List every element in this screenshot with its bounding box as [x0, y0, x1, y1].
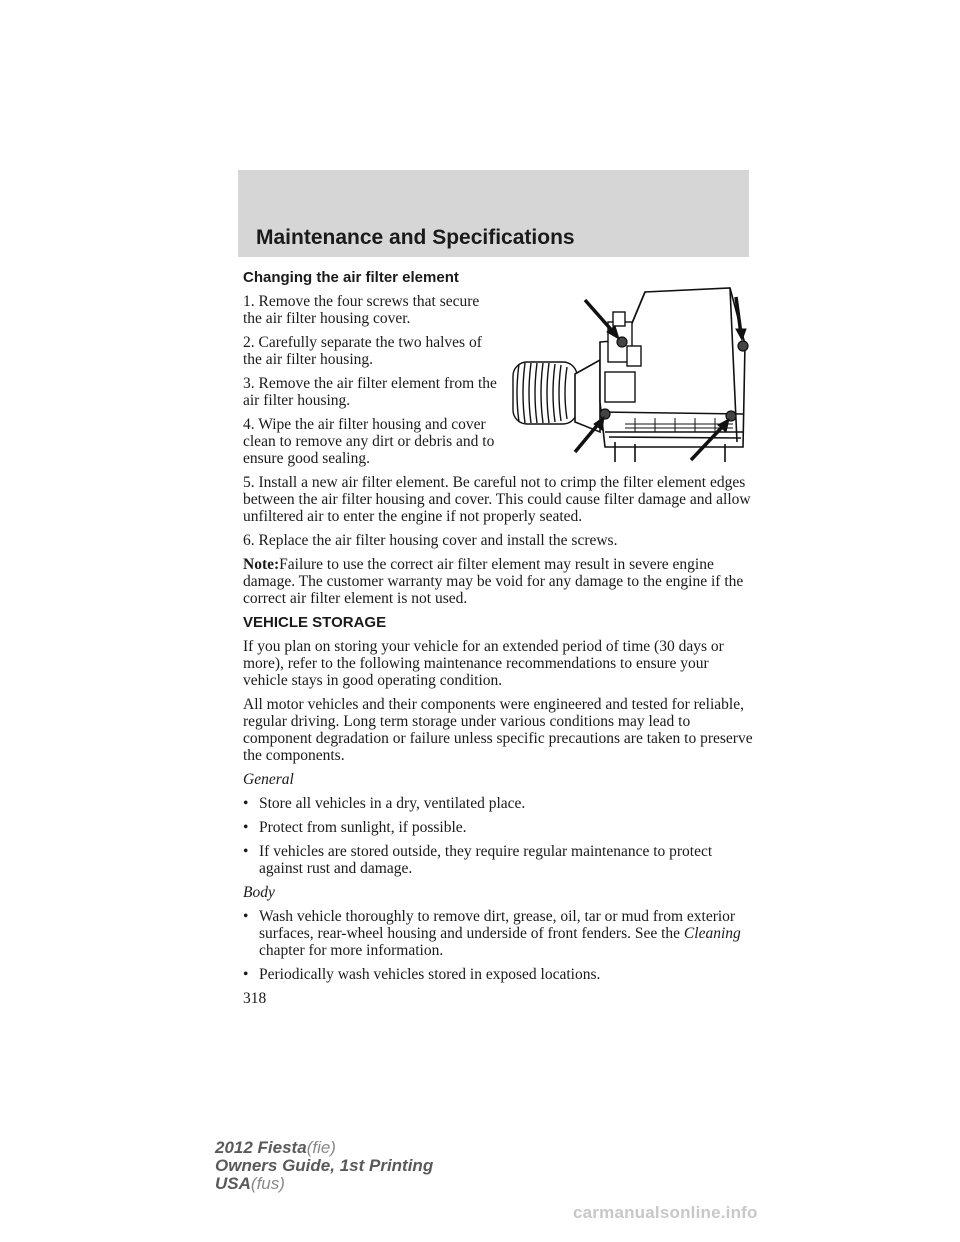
list-item: • Periodically wash vehicles stored in exposed locations.	[243, 966, 601, 983]
subheading-general: General	[243, 771, 294, 788]
page-content	[243, 265, 753, 1007]
watermark: carmanualsonline.info	[573, 1203, 758, 1222]
note-paragraph	[243, 556, 753, 607]
list-item: • Wash vehicle thoroughly to remove dirt, grease, oil, tar or mud from exterior surfaces, rear-wheel housing and underside of front fenders. See the Cleaning chapter for more information.	[243, 908, 741, 959]
storage-para2: All motor vehicles and their components were engineered and tested for reliable, regular driving. Long term storage under various conditions may lead to component degradation or failure unless specific precautions are taken to preserve the components.	[243, 696, 753, 764]
step-5: 5. Install a new air filter element. Be careful not to crimp the filter element edges between the air filter housing and cover. This could cause filter damage and allow unfiltered air to enter the engine if not properly seated.	[243, 474, 751, 525]
section-heading-air-filter: Changing the air filter element	[243, 269, 459, 286]
list-item: • If vehicles are stored outside, they require regular maintenance to protect against rust and damage.	[243, 843, 713, 877]
bullet-marker: •	[243, 966, 249, 983]
list-item: • Store all vehicles in a dry, ventilated place.	[243, 795, 526, 812]
section-heading-vehicle-storage: VEHICLE STORAGE	[243, 614, 387, 631]
footer-printing-info: 2012 Fiesta(fie) Owners Guide, 1st Printing USA(fus)	[215, 1138, 434, 1193]
page-number: 318	[243, 990, 267, 1007]
note-text: Failure to use the correct air filter element may result in severe engine damage. The customer warranty may be void for any damage to the engine if the correct air filter element is not used.	[243, 556, 744, 607]
note-label: Note:	[243, 556, 280, 573]
bullet-marker: •	[243, 795, 249, 812]
bullet-marker: •	[243, 908, 249, 925]
list-item: • Protect from sunlight, if possible.	[243, 819, 467, 836]
bullet-marker: •	[243, 819, 249, 836]
step-3: 3. Remove the air filter element from the air filter housing.	[243, 375, 497, 409]
page-header-title: Maintenance and Specifications	[256, 226, 575, 249]
bullet-marker: •	[243, 843, 249, 860]
subheading-body: Body	[243, 884, 275, 901]
cleaning-chapter-ref: Cleaning	[683, 925, 741, 942]
step-6: 6. Replace the air filter housing cover and install the screws.	[243, 532, 618, 549]
storage-intro: If you plan on storing your vehicle for an extended period of time (30 days or more), refer to the following maintenance recommendations to ensure your vehicle stays in good operating condition.	[243, 638, 724, 689]
step-1: 1. Remove the four screws that secure the air filter housing cover.	[243, 293, 480, 327]
step-2: 2. Carefully separate the two halves of the air filter housing.	[243, 334, 482, 368]
step-4: 4. Wipe the air filter housing and cover clean to remove any dirt or debris and to ensure good sealing.	[243, 416, 495, 467]
